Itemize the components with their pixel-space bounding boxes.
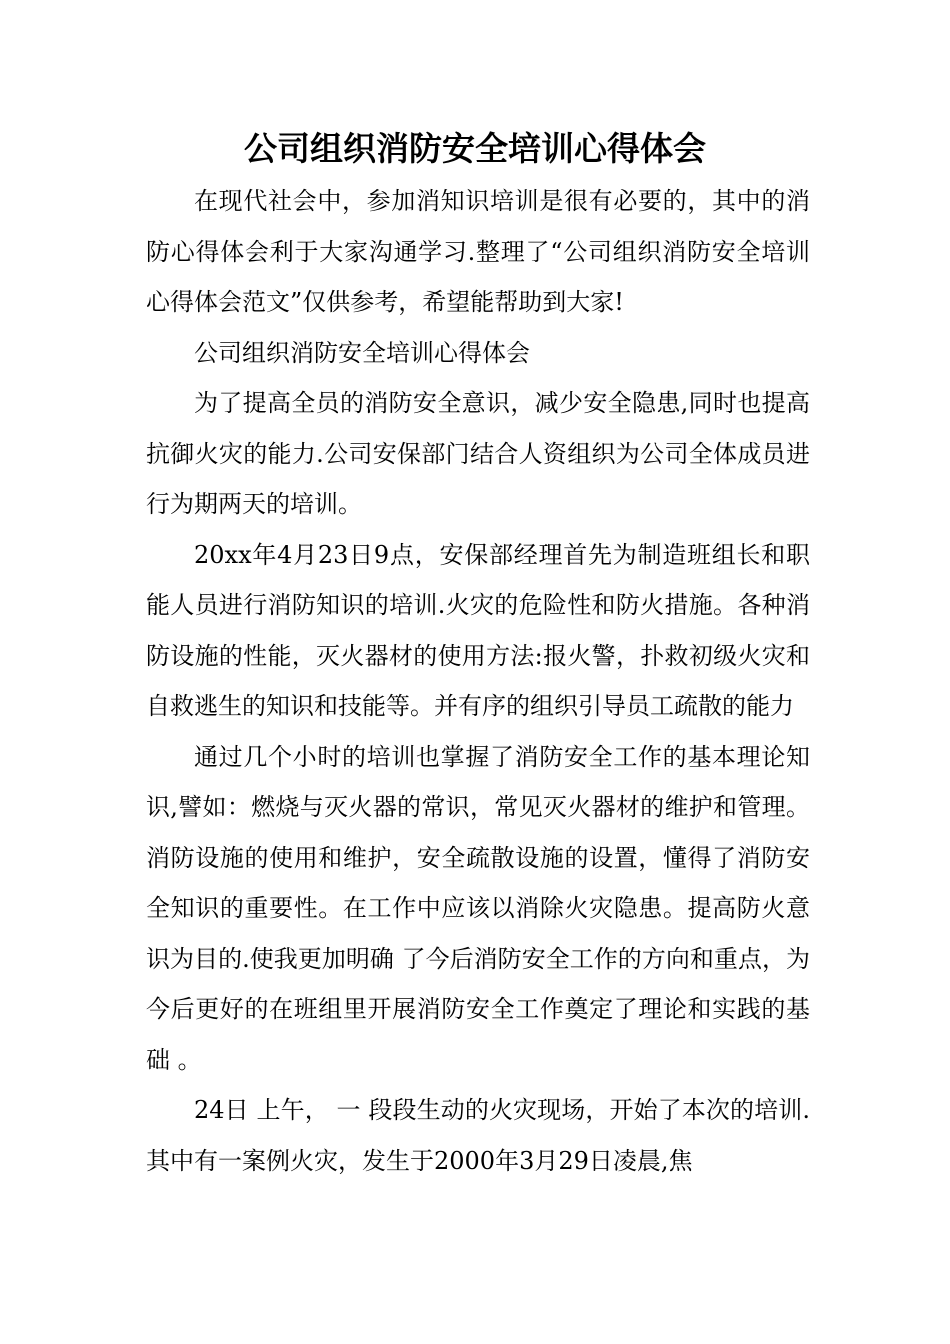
document-body: [146, 176, 810, 1186]
paragraph-knowledge: 通过几个小时的培训也掌握了消防安全工作的基本理论知识,譬如：燃烧与灭火器的常识，常见灭火器材的维护和管理。消防设施的使用和维护，安全疏散设施的设置，懂得了消防安全知识的重要性。在工作中应该以消除火灾隐患。提高防火意识为目的.使我更加明确 了今后消防安全工作的方向和重点，为今后更好的在班组里开展消防安全工作奠定了理论和实践的基础 。: [146, 742, 810, 1074]
paragraph-day-one: 20xx年4月23日9点，安保部经理首先为制造班组长和职能人员进行消防知识的培训.火灾的危险性和防火措施。各种消防设施的性能，灭火器材的使用方法:报火警，扑救初级火灾和自救逃生的知识和技能等。并有序的组织引导员工疏散的能力: [146, 540, 810, 720]
paragraph-subtitle: 公司组织消防安全培训心得体会: [194, 338, 530, 367]
document-title: 公司组织消防安全培训心得体会: [244, 129, 706, 168]
paragraph-purpose: 为了提高全员的消防安全意识，减少安全隐患,同时也提高抗御火灾的能力.公司安保部门结合人资组织为公司全体成员进行为期两天的培训。: [146, 389, 810, 518]
paragraph-intro: 在现代社会中，参加消知识培训是很有必要的，其中的消防心得体会利于大家沟通学习.整理了“公司组织消防安全培训心得体会范文”仅供参考，希望能帮助到大家!: [146, 187, 810, 316]
paragraph-day-two: 24日 上午， 一 段段生动的火灾现场，开始了本次的培训.其中有一案例火灾，发生于2000年3月29日凌晨,焦: [146, 1096, 810, 1175]
